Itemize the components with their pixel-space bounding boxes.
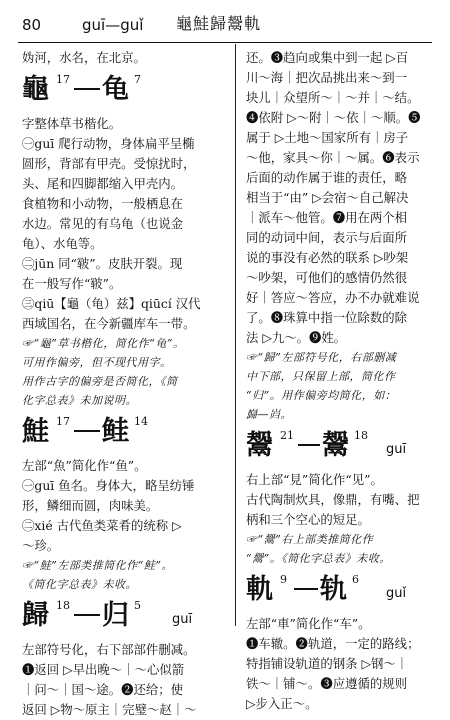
text-line: 头、尾和四脚都缩入甲壳内。 bbox=[22, 176, 184, 191]
entry-body-gui-vessel bbox=[246, 470, 436, 568]
text-line: 好｜答应～答应，办不办就难说 bbox=[246, 290, 420, 305]
usage-note-line: 巋—岿。 bbox=[246, 408, 292, 421]
traditional-stroke-count: 17 bbox=[56, 415, 70, 428]
text-line: 食植物和小动物，一般栖息在 bbox=[22, 196, 184, 211]
text-line: 法 ▷九～。❾姓。 bbox=[246, 330, 347, 345]
text-line: 同的动词中间，表示与后面所 bbox=[246, 230, 408, 245]
text-line: 左部符号化，右下部部件删减。 bbox=[22, 642, 196, 657]
text-line: 水边。常见的有乌龟（也说金 bbox=[22, 216, 184, 231]
text-line: 柄和三个空心的短足。 bbox=[246, 512, 370, 527]
traditional-stroke-count: 21 bbox=[280, 429, 294, 442]
traditional-char: 龜 bbox=[22, 74, 49, 105]
entry-heading-gui-vessel bbox=[246, 426, 436, 468]
header-pinyin-range: guī—guǐ bbox=[82, 16, 144, 34]
continued-text: 妫河，水名，在北京。 bbox=[22, 50, 146, 65]
text-line: 左部“魚”简化作“鱼”。 bbox=[22, 458, 147, 473]
text-line: 形，鳞细而圆，肉味美。 bbox=[22, 498, 159, 513]
usage-note-line: 中下部，只保留上部，简化作 bbox=[246, 370, 396, 383]
text-line: 左部“車”简化作“车”。 bbox=[246, 616, 371, 631]
text-line: ～珍。 bbox=[22, 538, 60, 553]
usage-note-line: ☞“鮭”左部类推简化作“鲑”。 bbox=[22, 559, 173, 572]
text-line: ㊀guī 爬行动物，身体扁平呈椭 bbox=[22, 136, 195, 151]
text-line: 古代陶制炊具，像鼎，有嘴、把 bbox=[246, 492, 420, 507]
entry-body-gui-return bbox=[22, 640, 227, 720]
entry-body-gui-return-continued bbox=[246, 48, 436, 424]
usage-note-line: ☞“鬶”右上部类推简化作 bbox=[246, 533, 374, 546]
traditional-stroke-count: 17 bbox=[56, 73, 70, 86]
text-line: 川～海｜把次品挑出来～到一 bbox=[246, 70, 408, 85]
text-line: ㊁xié 古代鱼类菜肴的统称 ▷ bbox=[22, 518, 182, 533]
text-line: 相当于“由” ▷会宿～自己解决 bbox=[246, 190, 409, 205]
usage-note-line: ☞“歸”左部符号化，右部删减 bbox=[246, 351, 397, 364]
traditional-char: 鬶 bbox=[246, 430, 273, 461]
simplified-char: 轨 bbox=[320, 574, 347, 605]
text-line: 特指铺设轨道的钢条 ▷钢～｜ bbox=[246, 656, 409, 671]
text-line: 了。❽珠算中指一位除数的除 bbox=[246, 310, 408, 325]
usage-note-line: 《简化字总表》未收。 bbox=[22, 578, 137, 591]
usage-note-line: “鬶”。《简化字总表》未收。 bbox=[246, 552, 391, 565]
entry-heading-gui-return bbox=[22, 596, 227, 638]
text-line: 说的事没有必然的联系 ▷吵架 bbox=[246, 250, 409, 265]
text-line: 属于 ▷土地～国家所有｜房子 bbox=[246, 130, 409, 145]
text-line: ❶车辙。❷轨道，一定的路线； bbox=[246, 636, 420, 651]
traditional-char: 歸 bbox=[22, 600, 49, 631]
entry-pinyin: guī bbox=[172, 612, 193, 627]
text-line: ㊀guī 鱼名。身体大，略呈纺锤 bbox=[22, 478, 195, 493]
entry-body-gui-turtle bbox=[22, 114, 227, 410]
text-line: ❹依附 ▷～附｜～依｜～顺。❺ bbox=[246, 110, 421, 125]
simplified-char: 龟 bbox=[102, 74, 129, 105]
simplified-char: 鲑 bbox=[102, 416, 129, 447]
entry-heading-gui-track bbox=[246, 570, 436, 612]
text-line: ～吵架，可他们的感情仍然很 bbox=[246, 270, 408, 285]
text-line: 在一般写作“皲”。 bbox=[22, 276, 122, 291]
text-line: 龟）、水龟等。 bbox=[22, 236, 103, 251]
simplified-char: 鬶 bbox=[322, 430, 349, 461]
traditional-stroke-count: 18 bbox=[56, 599, 70, 612]
simplified-char: 归 bbox=[102, 600, 129, 631]
simplified-stroke-count: 6 bbox=[352, 573, 359, 586]
usage-note-line: “归”。用作偏旁均简化，如： bbox=[246, 389, 397, 402]
left-column bbox=[22, 48, 227, 720]
usage-note-line: ☞“龜”草书楷化，简化作“龟”。 bbox=[22, 337, 185, 350]
text-line: 返回 ▷物～原主｜完璧～赵｜～ bbox=[22, 702, 197, 717]
text-line: ～他，家具～你｜～属。❻表示 bbox=[246, 150, 420, 165]
simplified-stroke-count: 14 bbox=[134, 415, 148, 428]
text-line: ㊂qiū【龜（龟）兹】qiūcí 汉代 bbox=[22, 296, 201, 311]
heading-dash bbox=[74, 430, 100, 432]
text-line: ｜派车～他管。❼用在两个相 bbox=[246, 210, 408, 225]
usage-note-line: 可用作偏旁，但不现代用字。 bbox=[22, 356, 172, 369]
text-line: 后面的动作属于谁的责任，略 bbox=[246, 170, 408, 185]
heading-dash bbox=[298, 444, 320, 446]
entry-body-gui-fish bbox=[22, 456, 227, 594]
text-line: ㊁jūn 同“皲”。皮肤开裂。现 bbox=[22, 256, 183, 271]
entry-heading-gui-turtle bbox=[22, 70, 227, 112]
traditional-char: 鮭 bbox=[22, 416, 49, 447]
heading-dash bbox=[294, 588, 318, 590]
text-line: ｜问～｜国～途。❷还给；使 bbox=[22, 682, 184, 697]
page-number: 80 bbox=[22, 16, 42, 34]
text-line: 字整体草书楷化。 bbox=[22, 116, 122, 131]
header-character-range: 龜鮭歸鬶軌 bbox=[176, 14, 262, 33]
column-divider bbox=[235, 44, 236, 626]
usage-note-line: 用作古字的偏旁是否简化，《简 bbox=[22, 375, 178, 388]
heading-dash bbox=[74, 88, 100, 90]
text-line: 西域国名，在今新疆库车一带。 bbox=[22, 316, 196, 331]
text-line: 右上部“見”简化作“见”。 bbox=[246, 472, 383, 487]
simplified-stroke-count: 5 bbox=[134, 599, 141, 612]
entry-pinyin: guī bbox=[386, 442, 407, 457]
heading-dash bbox=[74, 614, 100, 616]
text-line: 圆形，背部有甲壳。受惊扰时， bbox=[22, 156, 196, 171]
traditional-stroke-count: 9 bbox=[280, 573, 287, 586]
text-line: 块儿｜众望所～｜～并｜～结。 bbox=[246, 90, 420, 105]
text-line: ❶返回 ▷早出晚～｜～心似箭 bbox=[22, 662, 185, 677]
traditional-char: 軌 bbox=[246, 574, 273, 605]
text-line: ▷步入正～。 bbox=[246, 696, 318, 711]
entry-body-gui-track bbox=[246, 614, 436, 714]
simplified-stroke-count: 18 bbox=[354, 429, 368, 442]
simplified-stroke-count: 7 bbox=[134, 73, 141, 86]
entry-pinyin: guǐ bbox=[386, 586, 407, 601]
entry-heading-gui-fish bbox=[22, 412, 227, 454]
text-line: 还。❸趋向或集中到一起 ▷百 bbox=[246, 50, 409, 65]
right-column bbox=[246, 48, 436, 714]
text-line: 铁～｜铺～。❸应遵循的规则 bbox=[246, 676, 408, 691]
usage-note-line: 化字总表》未加说明。 bbox=[22, 394, 137, 407]
page-header bbox=[18, 8, 432, 43]
